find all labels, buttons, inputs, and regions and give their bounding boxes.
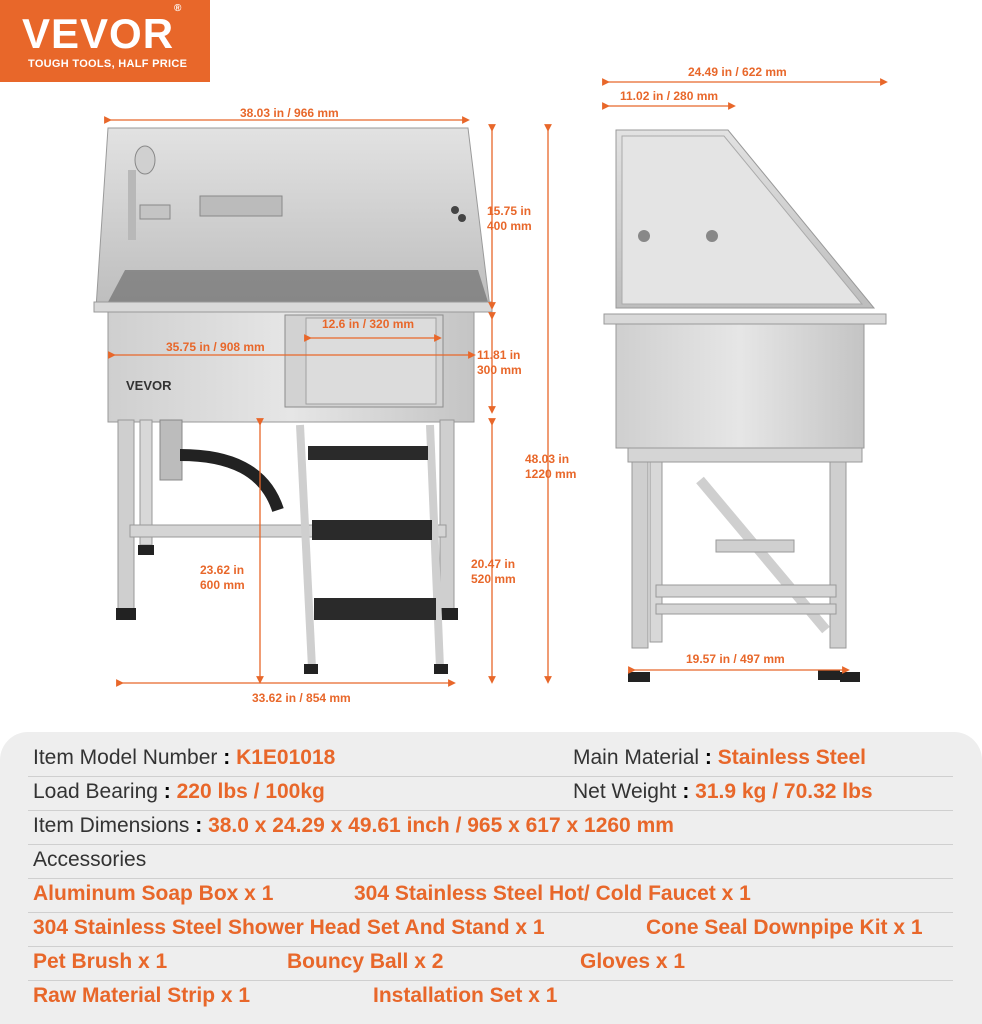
brand-tagline: TOUGH TOOLS, HALF PRICE (28, 58, 188, 70)
divider (28, 844, 953, 845)
dim-ramp-height-in: 20.47 in (471, 557, 516, 571)
dim-basin-depth-in: 11.81 in (477, 348, 521, 362)
divider (28, 810, 953, 811)
spec-material: Main Material : Stainless Steel (573, 746, 866, 769)
front-view (94, 120, 548, 683)
brand-name: VEVOR® (22, 3, 183, 57)
dim-ramp-height-mm: 520 mm (471, 572, 516, 586)
dim-leg-height-in: 23.62 in (200, 563, 245, 577)
accessories-heading: Accessories (33, 848, 147, 871)
accessory-item: Installation Set x 1 (373, 984, 558, 1007)
spec-weight: Net Weight : 31.9 kg / 70.32 lbs (573, 780, 873, 803)
dim-front-width: 38.03 in / 966 mm (240, 106, 339, 120)
dim-leg-height-mm: 600 mm (200, 578, 245, 592)
dim-side-top: 11.02 in / 280 mm (620, 89, 719, 103)
dim-basin-depth-mm: 300 mm (477, 363, 522, 377)
divider (28, 980, 953, 981)
accessory-item: Bouncy Ball x 2 (287, 950, 444, 973)
dim-wall-height-mm: 400 mm (487, 219, 532, 233)
accessory-item: Gloves x 1 (580, 950, 686, 973)
side-view (604, 82, 886, 682)
dim-side-base: 19.57 in / 497 mm (686, 652, 785, 666)
accessory-item: 304 Stainless Steel Hot/ Cold Faucet x 1 (354, 882, 751, 905)
divider (28, 912, 953, 913)
accessory-item: Cone Seal Downpipe Kit x 1 (646, 916, 923, 939)
dim-side-depth: 24.49 in / 622 mm (688, 65, 787, 79)
divider (28, 878, 953, 879)
accessory-item: Pet Brush x 1 (33, 950, 168, 973)
accessory-item: Aluminum Soap Box x 1 (33, 882, 274, 905)
accessory-item: Raw Material Strip x 1 (33, 984, 251, 1007)
dim-total-height-mm: 1220 mm (525, 467, 577, 481)
dim-total-height-in: 48.03 in (525, 452, 570, 466)
divider (28, 776, 953, 777)
spec-dimensions: Item Dimensions : 38.0 x 24.29 x 49.61 inch / 965 x 617 x 1260 mm (33, 814, 674, 837)
accessory-item: 304 Stainless Steel Shower Head Set And Stand x 1 (33, 916, 545, 939)
dim-wall-height-in: 15.75 in (487, 204, 532, 218)
dim-basin-width: 35.75 in / 908 mm (166, 340, 265, 354)
spec-load: Load Bearing : 220 lbs / 100kg (33, 780, 325, 803)
dim-door-width: 12.6 in / 320 mm (322, 317, 415, 331)
divider (28, 946, 953, 947)
spec-model: Item Model Number : K1E01018 (33, 746, 336, 769)
product-brand-label: VEVOR (126, 378, 172, 393)
dim-base-width: 33.62 in / 854 mm (252, 691, 351, 705)
